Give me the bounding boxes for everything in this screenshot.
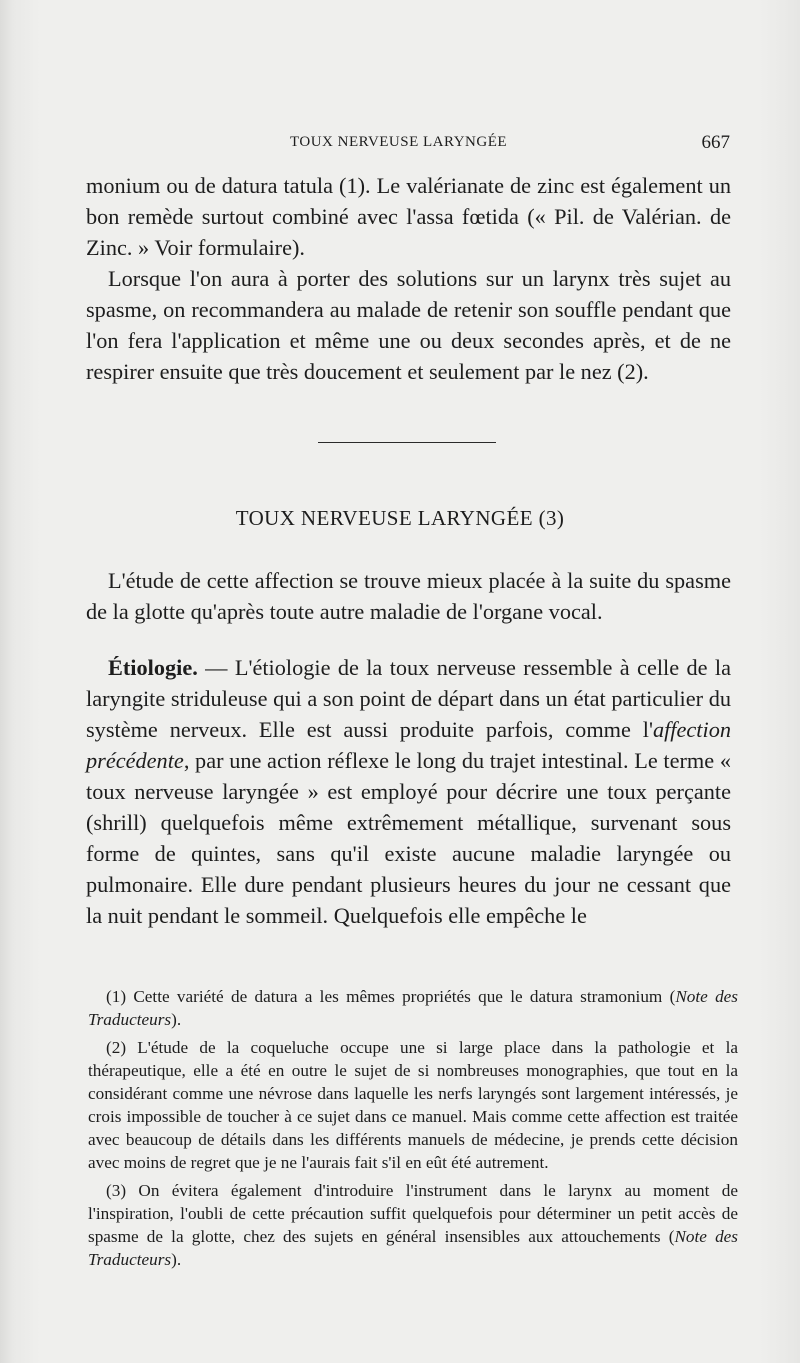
- etiologie-heading: Étiologie.: [108, 655, 198, 680]
- footnote-3-text: (3) On évitera également d'introduire l'instrument dans le larynx au moment de l'inspiration, l'oubli de cette précaution suffit quelquefois pour déterminer un petit accès de spasme de la glotte, chez des sujets en général insensibles aux attouchements (: [88, 1181, 738, 1246]
- footnote-2: (2) L'étude de la coqueluche occupe une si large place dans la pathologie et la thérapeutique, elle a été en outre le sujet de si nombreuses monographies, que tout en la considérant comme une névrose dans laquelle les nerfs laryngés sont largement intéressés, je crois impossible de toucher à ce sujet dans ce manuel. Mais comme cette affection est traitée avec beaucoup de détails dans les différents manuels de médecine, je prends cette décision avec moins de regret que je ne l'aurais fait s'il en eût été autrement.: [88, 1038, 738, 1172]
- page-number: 667: [701, 132, 730, 153]
- paragraph-continuation: monium ou de datura tatula (1). Le valérianate de zinc est également un bon remède surtout combiné avec l'assa fœtida (« Pil. de Valérian. de Zinc. » Voir formulaire).: [86, 173, 731, 260]
- paragraph-etiologie: [86, 652, 731, 931]
- paragraph-solutions: Lorsque l'on aura à porter des solutions sur un larynx très sujet au spasme, on recommandera au malade de retenir son souffle pendant que l'on fera l'application et même une ou deux secondes après, et de ne respirer ensuite que très doucement et seulement par le nez (2).: [86, 266, 731, 384]
- footnote-3-end: ).: [171, 1250, 182, 1269]
- etiologie-italic: affection précédente: [86, 717, 731, 773]
- footnote-3-italic: Note des Traducteurs: [88, 1227, 738, 1269]
- page-header: [90, 132, 730, 156]
- footnote-3: [88, 1179, 738, 1271]
- section-divider: [318, 442, 496, 443]
- etiologie-text-b: , par une action réflexe le long du trajet intestinal. Le terme « toux nerveuse laryngée » est employé pour décrire une toux perçante (shrill) quelquefois même extrêmement métallique, survenant sous forme de quintes, sans qu'il existe aucune maladie laryngée ou pulmonaire. Elle dure pendant plusieurs heures du jour ne cessant que la nuit pendant le sommeil. Quelquefois elle empêche le: [86, 748, 731, 928]
- footnote-1-italic: Note des Traducteurs: [88, 987, 738, 1029]
- section-title: TOUX NERVEUSE LARYNGÉE (3): [235, 506, 565, 530]
- footnote-1-end: ).: [171, 1010, 182, 1029]
- running-head: TOUX NERVEUSE LARYNGÉE: [290, 134, 508, 150]
- footnotes: [88, 985, 738, 1276]
- paragraph-intro: L'étude de cette affection se trouve mieux placée à la suite du spasme de la glotte qu'après toute autre maladie de l'organe vocal.: [86, 568, 731, 624]
- footnote-1-text: (1) Cette variété de datura a les mêmes propriétés que le datura stramonium (: [106, 987, 676, 1006]
- footnote-1: [88, 985, 738, 1031]
- etiologie-text-a: — L'étiologie de la toux nerveuse ressemble à celle de la laryngite striduleuse qui a son point de départ dans un état particulier du système nerveux. Elle est aussi produite parfois, comme l': [86, 655, 731, 742]
